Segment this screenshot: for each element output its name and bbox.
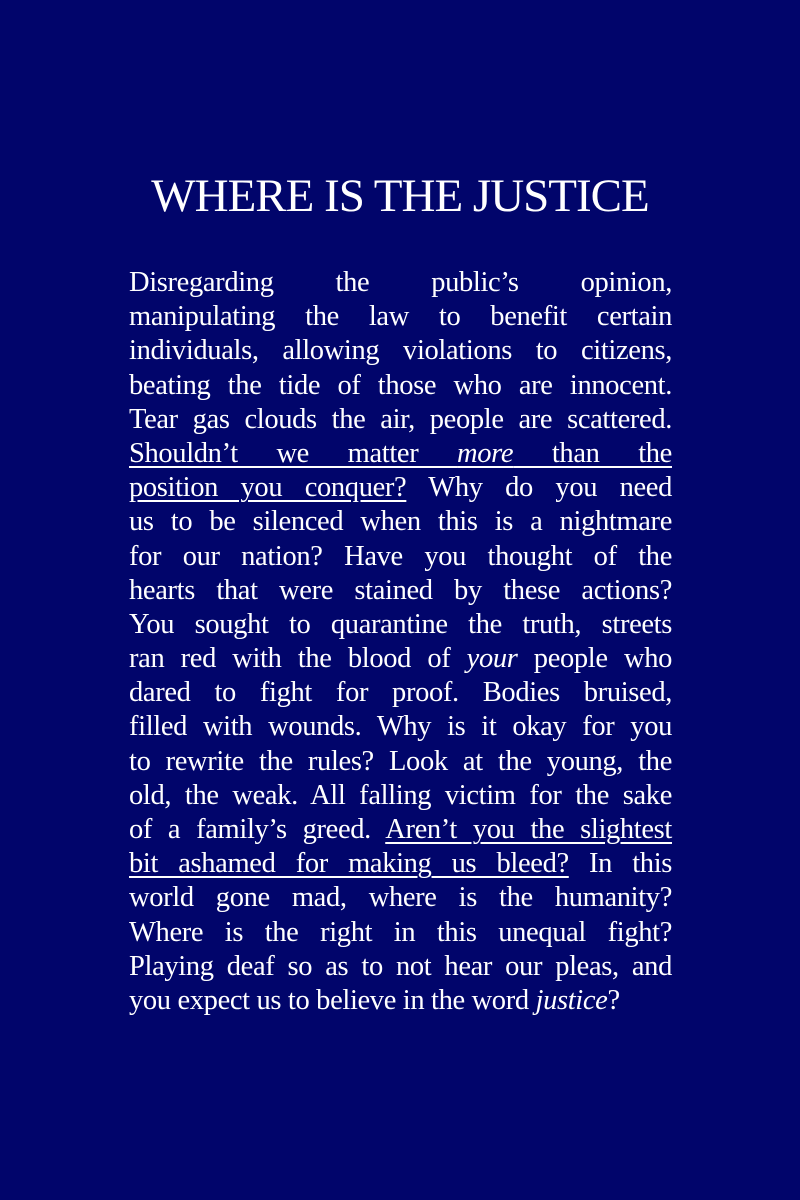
line-text: ran red with the blood of <box>129 643 467 675</box>
poem-line <box>129 984 672 1018</box>
underlined-text: bit ashamed for making us bleed? <box>129 848 569 880</box>
line-text: Where is the right in this unequal fight? <box>129 916 672 948</box>
emphasis-text: more <box>457 437 514 469</box>
line-text: dared to fight for proof. Bodies bruised, <box>129 677 672 709</box>
line-text: us to be silenced when this is a nightmare <box>129 506 672 538</box>
poem-line <box>129 369 672 403</box>
line-text: ? <box>607 984 620 1016</box>
line-text: Playing deaf so as to not hear our pleas, and <box>129 950 672 982</box>
poem-line <box>129 710 672 744</box>
line-text: filled with wounds. Why is it okay for you <box>129 711 672 743</box>
poem-line <box>129 540 672 574</box>
poem-line <box>129 300 672 334</box>
poem-line <box>129 881 672 915</box>
line-text: people who <box>517 643 672 675</box>
line-text: In this <box>568 848 672 880</box>
line-text: you expect us to believe in the word <box>129 984 536 1016</box>
emphasis-text: justice <box>535 984 608 1016</box>
underlined-text: Aren’t you the slightest <box>385 814 672 845</box>
underlined-text: Shouldn’t we matter <box>129 437 458 469</box>
poem-line <box>129 676 672 710</box>
poem-line <box>129 916 672 950</box>
poem-line <box>129 471 672 505</box>
poem-line <box>129 950 672 984</box>
poem-line <box>129 779 672 813</box>
poem-line <box>129 813 672 847</box>
underlined-text: position you conquer? <box>129 472 407 504</box>
line-text: for our nation? Have you thought of the <box>129 540 672 572</box>
poem-line <box>129 574 672 608</box>
line-text: manipulating the law to benefit certain <box>129 301 672 333</box>
poem-line <box>129 847 672 881</box>
line-text: hearts that were stained by these actions? <box>129 574 672 606</box>
line-text: Why do you need <box>406 472 672 504</box>
line-text: Disregarding the public’s opinion, <box>129 267 672 298</box>
line-text: to rewrite the rules? Look at the young, the <box>129 745 672 777</box>
line-text: beating the tide of those who are innocent. <box>129 369 672 401</box>
poem-title: WHERE IS THE JUSTICE <box>151 170 649 222</box>
poem-line <box>129 266 672 300</box>
line-text: world gone mad, where is the humanity? <box>129 882 672 914</box>
poem-line <box>129 505 672 539</box>
poem-line <box>129 642 672 676</box>
poem-line <box>129 334 672 368</box>
line-text: Tear gas clouds the air, people are scattered. <box>129 403 672 435</box>
line-text: of a family’s greed. <box>129 814 386 845</box>
poem-line <box>129 403 672 437</box>
poem-line <box>129 745 672 779</box>
line-text: individuals, allowing violations to citizens, <box>129 335 672 367</box>
underlined-text: than the <box>513 437 672 469</box>
line-text: You sought to quarantine the truth, streets <box>129 608 672 640</box>
emphasis-text: your <box>466 643 518 675</box>
poem-line <box>129 437 672 471</box>
poem-line <box>129 608 672 642</box>
poem-body <box>129 266 672 1018</box>
line-text: old, the weak. All falling victim for the sake <box>129 779 672 811</box>
